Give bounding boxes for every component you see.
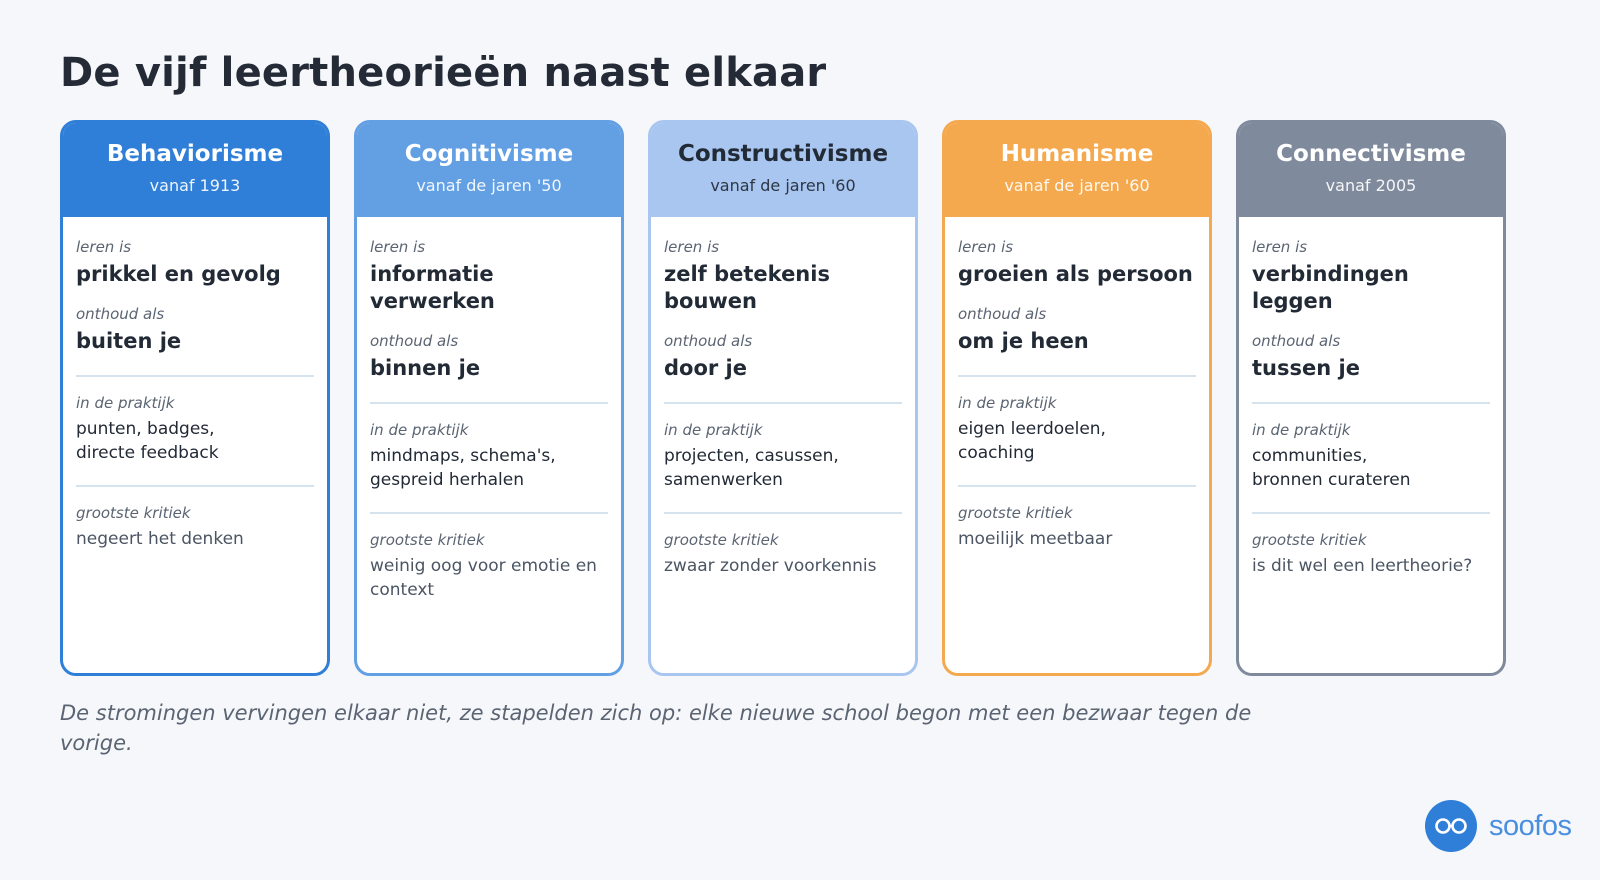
label-grootste-kritiek: grootste kritiek [1252,531,1367,549]
value-leren-is: verbindingen leggen [1252,262,1409,313]
label-leren-is: leren is [76,238,132,256]
card-humanisme [942,120,1212,676]
theory-cards [60,120,1506,676]
label-leren-is: leren is [958,238,1014,256]
value-leren-is: groeien als persoon [958,262,1193,286]
value-leren-is: zelf betekenis bouwen [664,262,830,313]
card-period: vanaf de jaren '60 [1004,176,1150,195]
divider [370,512,608,514]
card-title: Behaviorisme [106,141,284,167]
label-onthoud-als: onthoud als [76,305,165,323]
card-constructivisme [648,120,918,676]
divider [664,512,902,514]
divider [958,485,1196,487]
value-in-de-praktijk: mindmaps, schema's, gespreid herhalen [370,446,556,490]
value-onthoud-als: binnen je [370,356,481,380]
label-in-de-praktijk: in de praktijk [958,394,1057,412]
label-in-de-praktijk: in de praktijk [370,421,469,439]
value-onthoud-als: tussen je [1252,356,1360,380]
divider [76,375,314,377]
divider [370,402,608,404]
value-onthoud-als: buiten je [76,329,182,353]
value-in-de-praktijk: punten, badges, directe feedback [76,419,219,463]
divider [664,402,902,404]
label-onthoud-als: onthoud als [370,332,459,350]
value-grootste-kritiek: negeert het denken [76,529,244,549]
card-title: Cognitivisme [404,141,574,167]
label-leren-is: leren is [664,238,720,256]
value-grootste-kritiek: is dit wel een leertheorie? [1252,556,1473,576]
label-in-de-praktijk: in de praktijk [664,421,763,439]
label-grootste-kritiek: grootste kritiek [958,504,1073,522]
card-body [651,217,915,578]
divider [958,375,1196,377]
card-behaviorisme [60,120,330,676]
brand-name: soofos [1489,809,1572,842]
card-header [1239,123,1503,217]
card-header [63,123,327,217]
value-in-de-praktijk: projecten, casussen, samenwerken [664,446,839,490]
value-grootste-kritiek: zwaar zonder voorkennis [664,556,877,576]
card-period: vanaf 2005 [1325,176,1417,195]
page-title: De vijf leertheorieën naast elkaar [60,50,827,96]
card-body [1239,217,1503,578]
value-leren-is: prikkel en gevolg [76,262,281,286]
caption: De stromingen vervingen elkaar niet, ze stapelden zich op: elke nieuwe school begon met een bezwaar tegen de vorige. [60,701,1252,755]
card-connectivisme [1236,120,1506,676]
value-in-de-praktijk: communities, bronnen curateren [1252,446,1411,490]
card-cognitivisme [354,120,624,676]
card-period: vanaf de jaren '50 [416,176,562,195]
card-body [63,217,327,551]
label-in-de-praktijk: in de praktijk [1252,421,1351,439]
card-period: vanaf de jaren '60 [710,176,856,195]
label-onthoud-als: onthoud als [664,332,753,350]
value-grootste-kritiek: moeilijk meetbaar [958,529,1113,549]
label-grootste-kritiek: grootste kritiek [664,531,779,549]
label-grootste-kritiek: grootste kritiek [370,531,485,549]
card-title: Constructivisme [677,141,889,167]
label-grootste-kritiek: grootste kritiek [76,504,191,522]
value-in-de-praktijk: eigen leerdoelen, coaching [958,419,1106,463]
value-leren-is: informatie verwerken [370,262,495,313]
card-body [945,217,1209,551]
divider [1252,512,1490,514]
card-title: Connectivisme [1276,141,1466,167]
label-onthoud-als: onthoud als [1252,332,1341,350]
label-leren-is: leren is [1252,238,1308,256]
card-body [357,217,621,602]
value-grootste-kritiek: weinig oog voor emotie en context [370,556,597,600]
value-onthoud-als: door je [664,356,747,380]
label-onthoud-als: onthoud als [958,305,1047,323]
label-in-de-praktijk: in de praktijk [76,394,175,412]
glasses-icon [1425,800,1477,852]
divider [1252,402,1490,404]
card-period: vanaf 1913 [149,176,241,195]
card-header [651,123,915,217]
value-onthoud-als: om je heen [958,329,1089,353]
label-leren-is: leren is [370,238,426,256]
card-header [357,123,621,217]
card-title: Humanisme [1000,141,1154,167]
divider [76,485,314,487]
card-header [945,123,1209,217]
brand-logo [1425,800,1571,852]
